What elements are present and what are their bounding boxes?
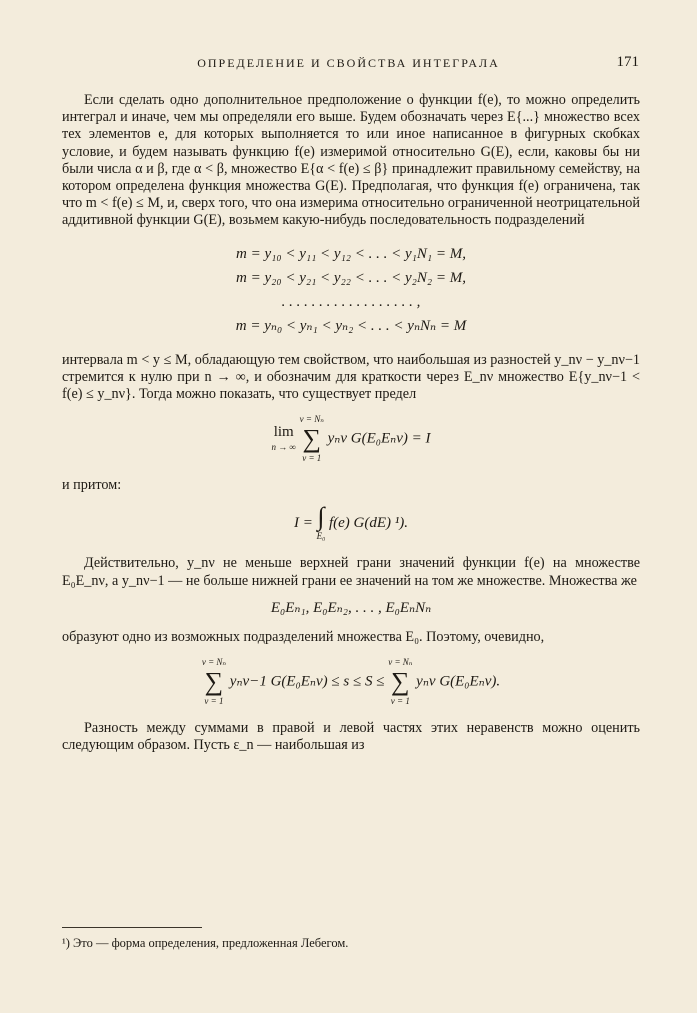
paragraph-and: и притом: — [62, 477, 122, 494]
integral-operator — [317, 504, 326, 543]
limit-equation — [62, 413, 640, 465]
sum-lower: ν = 1 — [204, 696, 224, 707]
lim-word: lim — [273, 424, 294, 441]
integral-subscript: E₀ — [316, 531, 326, 542]
paragraph-subdivision: образуют одно из возможных подразделений множества E₀. Поэтому, очевидно, — [62, 629, 545, 646]
sum-upper: ν = Nₙ — [299, 414, 324, 425]
paragraph-interval: интервала m < y ≤ M, обладающую тем свойством, что наибольшая из разностей y_nν − y_nν−1 стремится к нулю при n → ∞, и обозначим для краткости через E_nν множество E{y_nν−1 < f(e) ≤ y_nν}. Тогда можно показать, что существует предел — [62, 351, 640, 403]
equation-line: . . . . . . . . . . . . . . . . . . , — [281, 293, 421, 310]
sum-lower: ν = 1 — [302, 453, 322, 464]
running-title: ОПРЕДЕЛЕНИЕ И СВОЙСТВА ИНТЕГРАЛА — [197, 56, 500, 70]
sum-operator-right — [388, 656, 412, 708]
integral-equation — [62, 504, 640, 543]
sum-upper: ν = Nₙ — [388, 657, 413, 668]
footnote-divider — [62, 927, 202, 928]
sigma-icon: ∑ — [391, 667, 410, 697]
running-header — [0, 54, 697, 74]
paragraph-intro: Если сделать одно дополнительное предположение о функции f(e), то можно определить интеграл и иначе, чем мы определяли его выше. Будем обозначать через E{...} множество всех тех элементов e, для которых выполняется то или иное написанное в фигурных скобках условие, и будем называть функцию f(e) измеримой относительно G(E), если, каковы бы ни были числа α и β, где α < β, множество E{α < f(e) ≤ β} принадлежит правильному семейству, на котором определена функция множества G(E). Предполагая, что функция f(e) ограничена, так что m < f(e) ≤ M, и, сверх того, что она измерима относительно ограниченной неотрицательной аддитивной функции G(E), возьмем какую-нибудь последовательность подразделений — [62, 92, 640, 229]
sigma-icon: ∑ — [204, 667, 224, 697]
page-number: 171 — [616, 54, 639, 70]
sum-operator-left — [202, 656, 226, 708]
integral-lhs: I = — [293, 515, 313, 532]
text-body — [62, 92, 640, 755]
subdivision-system — [62, 242, 640, 338]
paragraph-difference: Разность между суммами в правой и левой частях этих неравенств можно оценить следующим образом. Пусть ε_n — наибольшая из — [62, 720, 640, 754]
inequality-left: yₙν−1 G(E₀Eₙν) ≤ s ≤ S ≤ — [229, 673, 385, 690]
sum-operator — [300, 413, 324, 465]
sets-equation — [62, 600, 640, 617]
inequality-right: yₙν G(E₀Eₙν). — [416, 673, 501, 690]
equation-line: m = yₙ₀ < yₙ₁ < yₙ₂ < . . . < yₙNₙ = M — [235, 317, 467, 334]
lim-operator — [271, 424, 295, 454]
inequality-equation — [62, 656, 640, 708]
paragraph-indeed: Действительно, y_nν не меньше верхней грани значений функции f(e) на множестве E₀E_nν, а y_nν−1 — не больше нижней грани ее значений на том же множестве. Множества же — [62, 555, 640, 589]
footnote: ¹) Это — форма определения, предложенная Лебегом. — [62, 936, 349, 950]
integral-icon: ∫ — [317, 502, 325, 532]
sigma-icon: ∑ — [302, 424, 322, 454]
lim-body: yₙν G(E₀Eₙν) = I — [327, 430, 431, 447]
sets-list: E₀Eₙ₁, E₀Eₙ₂, . . . , E₀EₙNₙ — [270, 599, 432, 616]
sum-upper: ν = Nₙ — [201, 657, 227, 668]
sum-lower: ν = 1 — [390, 696, 410, 707]
lim-subscript: n → ∞ — [271, 442, 296, 453]
integral-body: f(e) G(dE) ¹). — [328, 515, 409, 532]
equation-line: m = y₂₀ < y₂₁ < y₂₂ < . . . < y₂N₂ = M, — [236, 269, 466, 286]
equation-line: m = y₁₀ < y₁₁ < y₁₂ < . . . < y₁N₁ = M, — [236, 245, 466, 262]
